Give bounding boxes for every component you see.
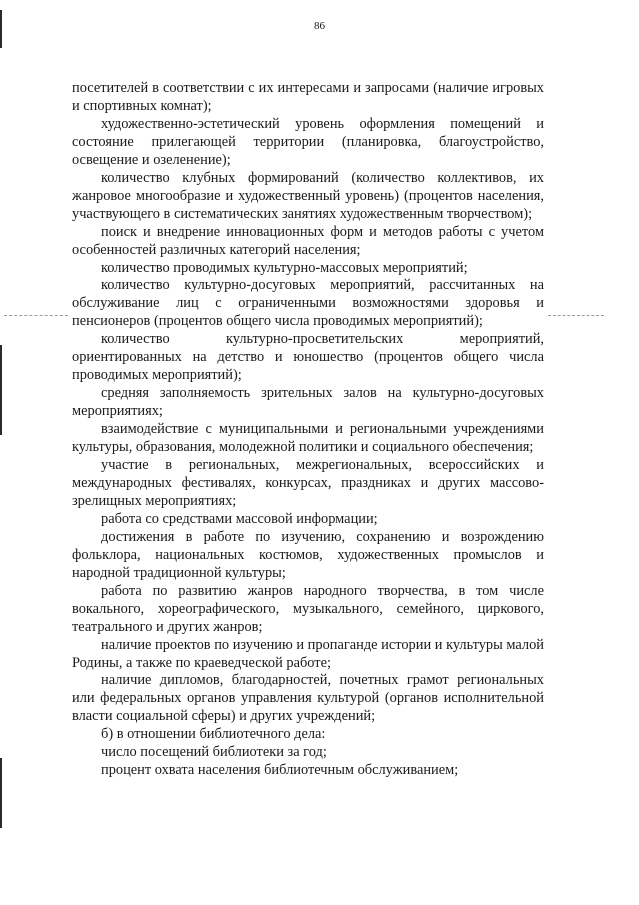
paragraph: б) в отношении библиотечного дела: (101, 726, 326, 743)
paragraph: количество культурно-досуговых мероприятий, рассчитанных на обслуживание лиц с ограниченными возможностями здоровья и пенсионеров (процентов общего числа проводимых мероприятий); (72, 277, 544, 330)
paragraph: участие в региональных, межрегиональных, всероссийских и международных фестивалях, конкурсах, праздниках и других массово-зрелищных мероприятиях; (72, 457, 544, 509)
document-body (72, 80, 544, 780)
paragraph: наличие дипломов, благодарностей, почетных грамот региональных или федеральных органов управления культурой (органов исполнительной власти социальной сферы) и других учреждений; (72, 672, 544, 725)
scan-edge-mark-bottom (0, 758, 2, 828)
scan-dash-line-right (548, 315, 604, 316)
paragraph: работа со средствами массовой информации; (101, 510, 378, 527)
paragraph: количество проводимых культурно-массовых мероприятий; (101, 259, 468, 276)
paragraph: поиск и внедрение инновационных форм и методов работы с учетом особенностей различных категорий населения; (72, 223, 544, 258)
paragraph: работа по развитию жанров народного творчества, в том числе вокального, хореографического, музыкального, семейного, циркового, театрального и других жанров; (72, 582, 544, 635)
paragraph: средняя заполняемость зрительных залов на культурно-досуговых мероприятиях; (72, 385, 544, 420)
page-number: 86 (314, 20, 325, 32)
paragraph: количество клубных формирований (количество коллективов, их жанровое многообразие и художественный уровень) (процентов населения, участвующего в систематических занятиях художественным творчеством); (72, 169, 544, 222)
paragraph: наличие проектов по изучению и пропаганде истории и культуры малой Родины, а также по краеведческой работе; (72, 636, 544, 671)
paragraph: посетителей в соответствии с их интересами и запросами (наличие игровых и спортивных комнат); (72, 80, 544, 114)
scan-dash-line-left (4, 315, 68, 316)
paragraph: процент охвата населения библиотечным обслуживанием; (101, 762, 459, 779)
paragraph: число посещений библиотеки за год; (101, 744, 327, 761)
paragraph: количество культурно-просветительских мероприятий, ориентированных на детство и юношество (процентов общего числа проводимых мероприятий); (72, 331, 544, 384)
paragraph: достижения в работе по изучению, сохранению и возрождению фольклора, национальных костюмов, художественных промыслов и народной традиционной культуры; (72, 528, 544, 581)
paragraph: художественно-эстетический уровень оформления помещений и состояние прилегающей территории (планировка, благоустройство, освещение и озеленение); (72, 115, 544, 168)
scan-edge-mark-middle (0, 345, 2, 435)
paragraph: взаимодействие с муниципальными и региональными учреждениями культуры, образования, молодежной политики и социального обеспечения; (72, 421, 544, 456)
